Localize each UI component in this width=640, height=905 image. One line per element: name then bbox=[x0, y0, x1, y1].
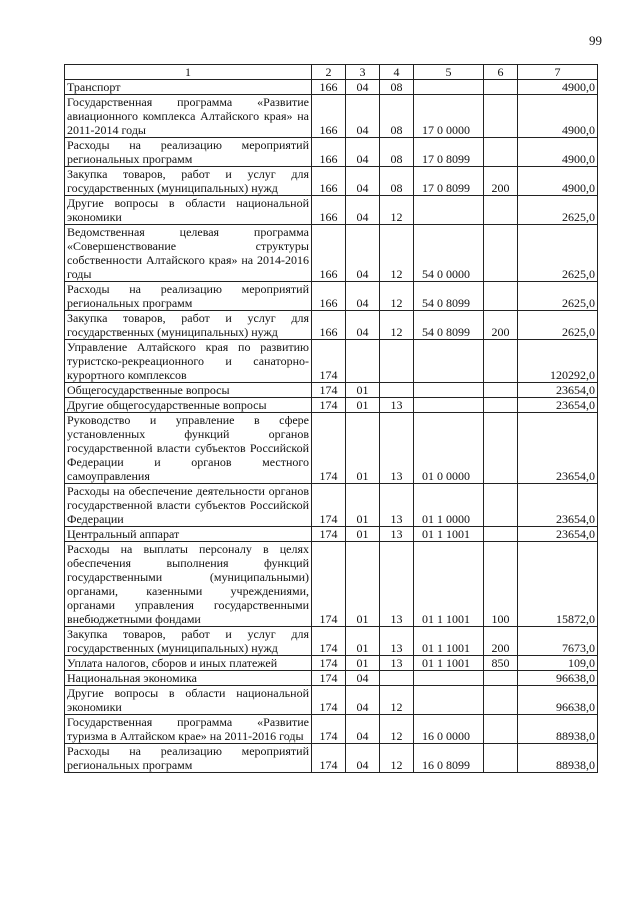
amount-cell: 4900,0 bbox=[518, 138, 598, 167]
target-item-cell: 54 0 0000 bbox=[414, 225, 484, 282]
target-item-cell: 01 1 0000 bbox=[414, 484, 484, 527]
amount-cell: 23654,0 bbox=[518, 413, 598, 484]
target-item-cell bbox=[414, 398, 484, 413]
admin-code-cell: 166 bbox=[312, 282, 346, 311]
target-item-cell: 01 1 1001 bbox=[414, 542, 484, 627]
header-cell: 7 bbox=[518, 65, 598, 80]
subsection-code-cell: 08 bbox=[380, 167, 414, 196]
table-row bbox=[65, 398, 598, 413]
section-code-cell: 01 bbox=[346, 527, 380, 542]
subsection-code-cell bbox=[380, 383, 414, 398]
target-item-cell: 54 0 8099 bbox=[414, 311, 484, 340]
expense-type-cell bbox=[484, 80, 518, 95]
row-name-cell: Государственная программа «Развитие туризма в Алтайском крае» на 2011-2016 годы bbox=[65, 715, 312, 744]
row-name-cell: Расходы на реализацию мероприятий региональных программ bbox=[65, 282, 312, 311]
expense-type-cell bbox=[484, 744, 518, 773]
table-row bbox=[65, 383, 598, 398]
table-row bbox=[65, 95, 598, 138]
subsection-code-cell: 13 bbox=[380, 527, 414, 542]
admin-code-cell: 174 bbox=[312, 340, 346, 383]
expense-type-cell: 200 bbox=[484, 167, 518, 196]
expense-type-cell bbox=[484, 484, 518, 527]
table-header-row bbox=[65, 65, 598, 80]
expense-type-cell bbox=[484, 196, 518, 225]
section-code-cell: 04 bbox=[346, 167, 380, 196]
amount-cell: 109,0 bbox=[518, 656, 598, 671]
row-name-cell: Расходы на обеспечение деятельности органов государственной власти субъектов Российской Федерации bbox=[65, 484, 312, 527]
subsection-code-cell bbox=[380, 671, 414, 686]
section-code-cell: 01 bbox=[346, 542, 380, 627]
subsection-code-cell: 12 bbox=[380, 282, 414, 311]
admin-code-cell: 166 bbox=[312, 311, 346, 340]
admin-code-cell: 174 bbox=[312, 398, 346, 413]
section-code-cell: 04 bbox=[346, 311, 380, 340]
amount-cell: 120292,0 bbox=[518, 340, 598, 383]
expense-type-cell: 100 bbox=[484, 542, 518, 627]
row-name-cell: Общегосударственные вопросы bbox=[65, 383, 312, 398]
table-row bbox=[65, 282, 598, 311]
amount-cell: 96638,0 bbox=[518, 686, 598, 715]
expense-type-cell: 200 bbox=[484, 311, 518, 340]
admin-code-cell: 166 bbox=[312, 80, 346, 95]
table-row bbox=[65, 413, 598, 484]
table-row bbox=[65, 80, 598, 95]
amount-cell: 23654,0 bbox=[518, 527, 598, 542]
table-row bbox=[65, 627, 598, 656]
row-name-cell: Транспорт bbox=[65, 80, 312, 95]
amount-cell: 88938,0 bbox=[518, 715, 598, 744]
admin-code-cell: 166 bbox=[312, 196, 346, 225]
row-name-cell: Расходы на реализацию мероприятий региональных программ bbox=[65, 744, 312, 773]
table-row bbox=[65, 671, 598, 686]
row-name-cell: Центральный аппарат bbox=[65, 527, 312, 542]
admin-code-cell: 174 bbox=[312, 744, 346, 773]
expense-type-cell bbox=[484, 671, 518, 686]
row-name-cell: Другие вопросы в области национальной экономики bbox=[65, 196, 312, 225]
admin-code-cell: 174 bbox=[312, 627, 346, 656]
amount-cell: 23654,0 bbox=[518, 383, 598, 398]
table-row bbox=[65, 138, 598, 167]
table-row bbox=[65, 167, 598, 196]
amount-cell: 96638,0 bbox=[518, 671, 598, 686]
admin-code-cell: 174 bbox=[312, 656, 346, 671]
table-row bbox=[65, 744, 598, 773]
target-item-cell: 01 1 1001 bbox=[414, 656, 484, 671]
subsection-code-cell: 13 bbox=[380, 656, 414, 671]
row-name-cell: Руководство и управление в сфере установленных функций органов государственной власти субъектов Российской Федерации и органов местного самоуправления bbox=[65, 413, 312, 484]
amount-cell: 23654,0 bbox=[518, 398, 598, 413]
amount-cell: 4900,0 bbox=[518, 95, 598, 138]
section-code-cell: 04 bbox=[346, 744, 380, 773]
expense-type-cell bbox=[484, 527, 518, 542]
subsection-code-cell: 13 bbox=[380, 627, 414, 656]
expense-type-cell bbox=[484, 686, 518, 715]
admin-code-cell: 174 bbox=[312, 383, 346, 398]
amount-cell: 88938,0 bbox=[518, 744, 598, 773]
header-cell: 3 bbox=[346, 65, 380, 80]
section-code-cell bbox=[346, 340, 380, 383]
section-code-cell: 04 bbox=[346, 686, 380, 715]
subsection-code-cell: 12 bbox=[380, 715, 414, 744]
target-item-cell: 01 0 0000 bbox=[414, 413, 484, 484]
amount-cell: 2625,0 bbox=[518, 225, 598, 282]
subsection-code-cell: 13 bbox=[380, 398, 414, 413]
table-row bbox=[65, 715, 598, 744]
amount-cell: 4900,0 bbox=[518, 80, 598, 95]
header-cell: 2 bbox=[312, 65, 346, 80]
table-row bbox=[65, 656, 598, 671]
section-code-cell: 04 bbox=[346, 671, 380, 686]
admin-code-cell: 166 bbox=[312, 138, 346, 167]
row-name-cell: Закупка товаров, работ и услуг для государственных (муниципальных) нужд bbox=[65, 167, 312, 196]
expense-type-cell bbox=[484, 225, 518, 282]
expense-type-cell bbox=[484, 282, 518, 311]
expense-type-cell bbox=[484, 340, 518, 383]
target-item-cell bbox=[414, 671, 484, 686]
subsection-code-cell: 12 bbox=[380, 196, 414, 225]
target-item-cell: 01 1 1001 bbox=[414, 627, 484, 656]
section-code-cell: 01 bbox=[346, 627, 380, 656]
section-code-cell: 01 bbox=[346, 398, 380, 413]
expense-type-cell: 850 bbox=[484, 656, 518, 671]
target-item-cell: 54 0 8099 bbox=[414, 282, 484, 311]
admin-code-cell: 174 bbox=[312, 542, 346, 627]
header-cell: 5 bbox=[414, 65, 484, 80]
header-cell: 6 bbox=[484, 65, 518, 80]
section-code-cell: 04 bbox=[346, 80, 380, 95]
target-item-cell bbox=[414, 80, 484, 95]
subsection-code-cell: 08 bbox=[380, 80, 414, 95]
amount-cell: 2625,0 bbox=[518, 282, 598, 311]
amount-cell: 15872,0 bbox=[518, 542, 598, 627]
table-row bbox=[65, 527, 598, 542]
admin-code-cell: 166 bbox=[312, 167, 346, 196]
header-cell: 1 bbox=[65, 65, 312, 80]
target-item-cell: 01 1 1001 bbox=[414, 527, 484, 542]
target-item-cell bbox=[414, 196, 484, 225]
section-code-cell: 04 bbox=[346, 138, 380, 167]
section-code-cell: 04 bbox=[346, 196, 380, 225]
page-number: 99 bbox=[589, 33, 602, 48]
table-row bbox=[65, 686, 598, 715]
target-item-cell: 16 0 8099 bbox=[414, 744, 484, 773]
target-item-cell: 16 0 0000 bbox=[414, 715, 484, 744]
subsection-code-cell: 12 bbox=[380, 311, 414, 340]
amount-cell: 23654,0 bbox=[518, 484, 598, 527]
subsection-code-cell: 08 bbox=[380, 95, 414, 138]
expense-type-cell bbox=[484, 715, 518, 744]
admin-code-cell: 174 bbox=[312, 413, 346, 484]
table-row bbox=[65, 340, 598, 383]
amount-cell: 2625,0 bbox=[518, 311, 598, 340]
admin-code-cell: 174 bbox=[312, 686, 346, 715]
subsection-code-cell: 12 bbox=[380, 225, 414, 282]
expense-type-cell bbox=[484, 413, 518, 484]
table-row bbox=[65, 484, 598, 527]
row-name-cell: Другие общегосударственные вопросы bbox=[65, 398, 312, 413]
row-name-cell: Расходы на выплаты персоналу в целях обеспечения выполнения функций государственными (муниципальными) органами, казенными учреждениями, органами управления государственными внебюджетными фондами bbox=[65, 542, 312, 627]
subsection-code-cell: 13 bbox=[380, 413, 414, 484]
target-item-cell bbox=[414, 686, 484, 715]
admin-code-cell: 166 bbox=[312, 225, 346, 282]
expense-type-cell bbox=[484, 398, 518, 413]
row-name-cell: Национальная экономика bbox=[65, 671, 312, 686]
expense-type-cell bbox=[484, 383, 518, 398]
admin-code-cell: 174 bbox=[312, 715, 346, 744]
amount-cell: 7673,0 bbox=[518, 627, 598, 656]
table-row bbox=[65, 196, 598, 225]
section-code-cell: 04 bbox=[346, 282, 380, 311]
row-name-cell: Ведомственная целевая программа «Совершенствование структуры собственности Алтайского края» на 2014-2016 годы bbox=[65, 225, 312, 282]
table-row bbox=[65, 311, 598, 340]
section-code-cell: 01 bbox=[346, 656, 380, 671]
subsection-code-cell: 13 bbox=[380, 484, 414, 527]
admin-code-cell: 174 bbox=[312, 671, 346, 686]
table-row bbox=[65, 542, 598, 627]
row-name-cell: Управление Алтайского края по развитию туристско-рекреационного и санаторно-курортного комплексов bbox=[65, 340, 312, 383]
subsection-code-cell: 12 bbox=[380, 744, 414, 773]
row-name-cell: Государственная программа «Развитие авиационного комплекса Алтайского края» на 2011-2014 годы bbox=[65, 95, 312, 138]
target-item-cell bbox=[414, 383, 484, 398]
table-row bbox=[65, 225, 598, 282]
subsection-code-cell: 08 bbox=[380, 138, 414, 167]
target-item-cell: 17 0 0000 bbox=[414, 95, 484, 138]
row-name-cell: Другие вопросы в области национальной экономики bbox=[65, 686, 312, 715]
target-item-cell: 17 0 8099 bbox=[414, 167, 484, 196]
section-code-cell: 01 bbox=[346, 413, 380, 484]
target-item-cell: 17 0 8099 bbox=[414, 138, 484, 167]
section-code-cell: 01 bbox=[346, 383, 380, 398]
admin-code-cell: 166 bbox=[312, 95, 346, 138]
budget-table bbox=[64, 64, 598, 773]
section-code-cell: 04 bbox=[346, 95, 380, 138]
subsection-code-cell: 12 bbox=[380, 686, 414, 715]
admin-code-cell: 174 bbox=[312, 484, 346, 527]
admin-code-cell: 174 bbox=[312, 527, 346, 542]
section-code-cell: 04 bbox=[346, 225, 380, 282]
amount-cell: 2625,0 bbox=[518, 196, 598, 225]
expense-type-cell: 200 bbox=[484, 627, 518, 656]
expense-type-cell bbox=[484, 138, 518, 167]
subsection-code-cell bbox=[380, 340, 414, 383]
section-code-cell: 01 bbox=[346, 484, 380, 527]
section-code-cell: 04 bbox=[346, 715, 380, 744]
row-name-cell: Уплата налогов, сборов и иных платежей bbox=[65, 656, 312, 671]
row-name-cell: Закупка товаров, работ и услуг для государственных (муниципальных) нужд bbox=[65, 311, 312, 340]
amount-cell: 4900,0 bbox=[518, 167, 598, 196]
header-cell: 4 bbox=[380, 65, 414, 80]
row-name-cell: Закупка товаров, работ и услуг для государственных (муниципальных) нужд bbox=[65, 627, 312, 656]
expense-type-cell bbox=[484, 95, 518, 138]
subsection-code-cell: 13 bbox=[380, 542, 414, 627]
row-name-cell: Расходы на реализацию мероприятий региональных программ bbox=[65, 138, 312, 167]
target-item-cell bbox=[414, 340, 484, 383]
